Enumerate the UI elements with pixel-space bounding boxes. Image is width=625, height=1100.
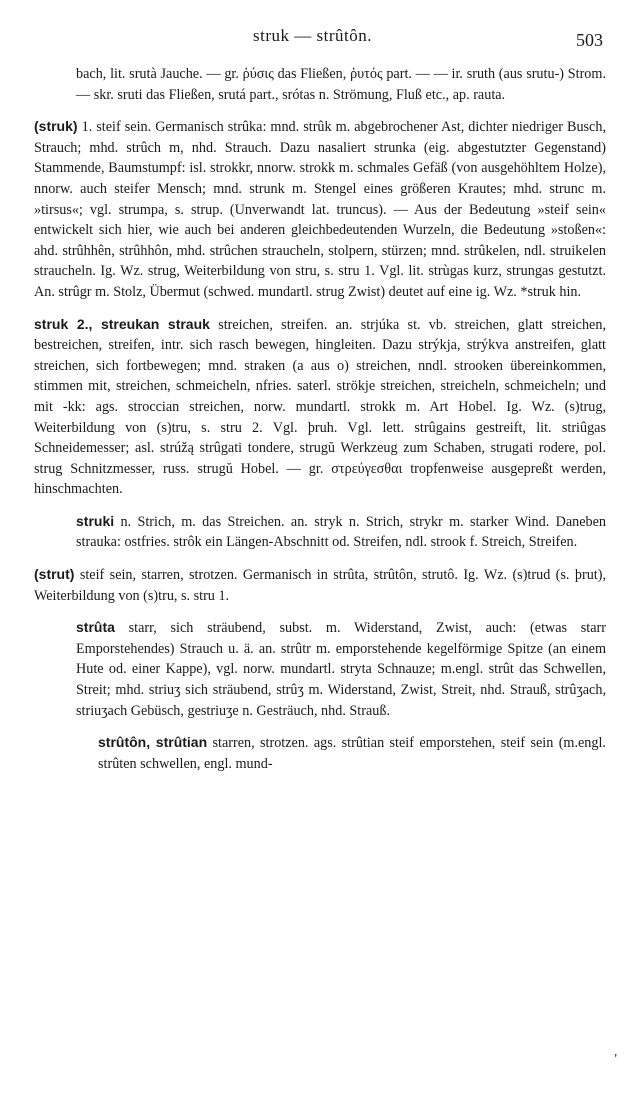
- entry-text: n. Strich, m. das Streichen. an. stryk n. Strich, strykr m. starker Wind. Daneben strauka: ostfries. strôk ein Längen-Abschnitt od. Streifen, ndl. strook f. Streich, Streifen.: [76, 513, 607, 551]
- entry-struk-2: [34, 314, 606, 500]
- entry-lemma: strûta: [76, 619, 115, 636]
- entry-strut: [34, 564, 606, 606]
- entry-struki: [34, 511, 606, 553]
- running-head: struk — strûtôn.: [253, 26, 372, 45]
- entry-lemma: (struk): [34, 118, 78, 135]
- page-body: [34, 64, 606, 785]
- entry-lemma: struki: [76, 512, 115, 529]
- margin-mark: ': [614, 1052, 617, 1067]
- entry-text: steif sein, starren, strotzen. Germanisch in strûta, strûtôn, strutô. Ig. Wz. (s)trud (s. þrut), Weiterbildung von (s)tru, s. stru 1.: [34, 567, 606, 604]
- entry-struk-1: [34, 116, 606, 302]
- entry-text: starr, sich sträubend, subst. m. Widerstand, Zwist, auch: (etwas starr Emporstehendes) Strauch u. ä. an. strûtr m. emporstehende kegelförmige Spitze (an einem Hute od. einer Kappe), vgl. norw. mundartl. stryta Schnauze; m.engl. strût das Schwellen, Streit; mhd. striuʒ sich sträubend, strûʒ m. Widerstand, Zwist, Streit, nhd. Strauß, strûʒach, striuʒach Gebüsch, gestriuʒe n. Gesträuch, nhd. Strauß.: [76, 620, 606, 719]
- entry-text: streichen, streifen. an. strjúka st. vb. streichen, glatt streichen, bestreichen, streifen, intr. sich rasch bewegen, hingleiten. Dazu strýkja, strýkva anstreifen, glatt streichen, sich fortbewegen; mnd. straken (a aus o) streichen, nndl. strooken übereinkommen, stimmen mit, streichen, schmeicheln, nfries. saterl. strökje streichen, streicheln, schmeicheln; und mit -kk: ags. stroccian streichen, norw. mundartl. strokk m. Art Hobel. Ig. Wz. (s)trug, Weiterbildung von (s)tru, s. stru 2. Vgl. þruh. Vgl. lett. strûgains gestreift, lit. striûgas Schneidemesser; asl. strúžą strûgati tondere, strugŭ Werkzeug zum Schaben, strugati rodere, pol. strug Schnitzmesser, russ. strugŭ Hobel. — gr. στρεύγεσθαι tropfenweise ausgepreßt werden, hinschmachten.: [34, 316, 606, 498]
- entry-continuation: [34, 64, 606, 105]
- entry-text: starren, strotzen. ags. strûtian steif emporstehen, steif sein (m.engl. strûten schwellen, engl. mund-: [98, 735, 606, 772]
- entry-struta: [34, 617, 606, 721]
- entry-struton: [34, 732, 606, 774]
- page-number: 503: [576, 30, 603, 50]
- entry-lemma: (strut): [34, 566, 75, 583]
- entry-text: 1. steif sein. Germanisch strûka: mnd. strûk m. abgebrochener Ast, dichter niedriger Busch, Strauch; mhd. strûch m, nhd. Strauch. Dazu nasaliert strunka (eig. abgestutzter Gegenstand) Stammende, Baumstumpf: isl. strokkr, nnorw. strokk m. schmales Gefäß (von ausgehöhltem Holze), nnorw. auch steifer Mensch; mnd. strunk m. Stengel eines größeren Krautes; mhd. strunc m. »tirsus«; vgl. strumpa, s. strup. (Unverwandt lat. truncus). — Aus der Bedeutung »steif sein« entwickelt sich hier, wie auch bei anderen gleichbedeutenden Wurzeln, die Bedeutung »stoßen«: ahd. strûhhên, strûhhôn, mhd. strûchen straucheln, stolpern, stürzen; mnd. strûkelen, ndl. struikelen straucheln. Ig. Wz. strug, Weiterbildung von stru, s. stru 1. Vgl. lit. strùgas kurz, strungas gestutzt. An. strûgr m. Stolz, Übermut (schwed. mundartl. strug Zwist) deutet auf eine ig. Wz. *struk hin.: [34, 119, 606, 300]
- page-header: [0, 22, 625, 52]
- entry-lemma: strûtôn, strûtian: [98, 734, 208, 751]
- entry-lemma: struk 2., streukan strauk: [34, 315, 210, 332]
- entry-text: bach, lit. srutà Jauche. — gr. ῥύσις das Fließen, ῥυτός part. — — ir. sruth (aus srutu-) Strom. — skr. sruti das Fließen, srutá part., srótas n. Strömung, Fluß etc., ap. rauta.: [76, 66, 606, 103]
